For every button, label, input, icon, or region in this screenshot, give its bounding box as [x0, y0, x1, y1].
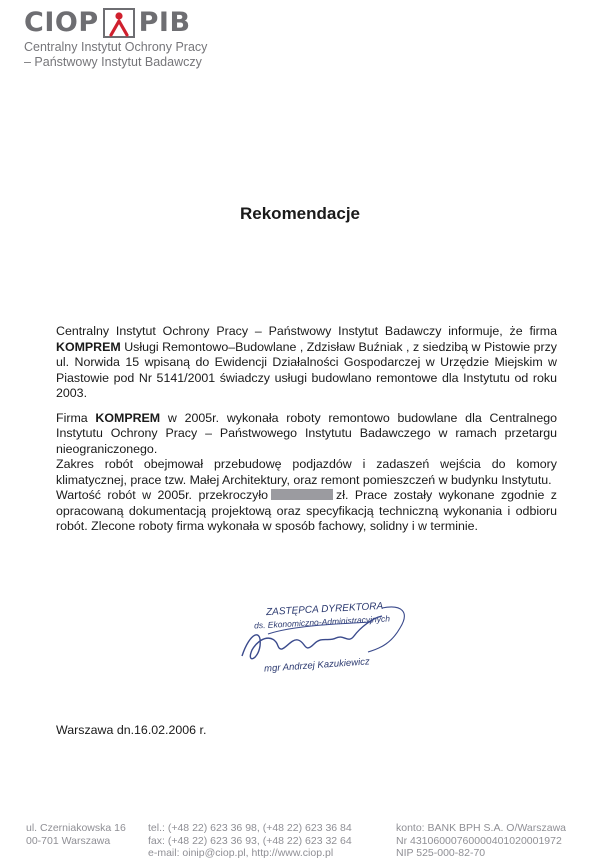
ciop-figure-logo-icon: [103, 8, 135, 38]
footer-address-line: ul. Czerniakowska 16: [26, 822, 126, 834]
paragraph-intro-text-b: Usługi Remontowo–Budowlane , Zdzisław Buźniak , z siedzibą w Pistowie przy ul. Norwida 15 wpisaną do Ewidencji Działalności Gospodarczej w Urzędzie Miejskim w Piastowie pod Nr 5141/2001 świadczy usługi budowlano remontowe dla Instytutu od roku 2003.: [56, 339, 557, 400]
redacted-amount: [271, 489, 333, 500]
ciop-pib-logo: [24, 8, 284, 78]
stamp-line-name: mgr Andrzej Kazukiewicz: [263, 656, 371, 675]
document-title: Rekomendacje: [240, 204, 360, 223]
firm-name: KOMPREM: [56, 339, 121, 354]
paragraph-scope: Zakres robót obejmował przebudowę podjazdów i zadaszeń wejścia do komory klimatycznej, prace tzw. Małej Architektury, oraz remont pomieszczeń w budynku Instytutu.: [56, 457, 557, 487]
paragraph-value: [56, 488, 557, 535]
logo-subtitle-1: Centralny Instytut Ochrony Pracy: [24, 40, 208, 54]
paragraph-value-text-a: Wartość robót w 2005r. przekroczyło: [56, 488, 268, 502]
logo-word-ciop: CIOP: [24, 7, 99, 38]
footer-nip-line: NIP 525-000-82-70: [396, 847, 486, 859]
logo-subtitle-2: – Państwowy Instytut Badawczy: [24, 55, 202, 69]
footer-email-line: e-mail: oinip@ciop.pl, http://www.ciop.pl: [148, 847, 334, 859]
stamp-line-department: ds. Ekonomiczno-Administracyjnych: [253, 613, 391, 631]
stamp-line-title: ZASTĘPCA DYREKTORA: [265, 600, 384, 619]
footer-fax-line: fax: (+48 22) 623 36 93, (+48 22) 623 32 64: [148, 834, 352, 847]
signature-stamp: [232, 598, 422, 680]
footer-phone-line: tel.: (+48 22) 623 36 98, (+48 22) 623 36 84: [148, 822, 352, 834]
footer-account-line: Nr 43106000760000401020001972: [396, 834, 562, 847]
paragraph-intro-text-a: Centralny Instytut Ochrony Pracy – Państwowy Instytut Badawczy informuje, że firma: [56, 324, 557, 338]
paragraph-works: [56, 411, 557, 458]
logo-wordmark: [24, 8, 284, 38]
paragraph-intro: [56, 324, 557, 402]
footer-bank: [396, 822, 566, 860]
footer-address: [26, 822, 126, 847]
firm-name: KOMPREM: [95, 410, 161, 425]
paragraph-value-text-b: zł. Prace zostały wykonane zgodnie z opracowaną dokumentacją projektową oraz specyfikacją techniczną wykonania i odbioru robót. Zlecone roboty firma wykonała w sposób fachowy, solidny i w terminie.: [56, 488, 557, 533]
letter-date: Warszawa dn.16.02.2006 r.: [56, 723, 207, 737]
paragraph-works-text-a: Firma: [56, 410, 96, 425]
footer-address-line: 00-701 Warszawa: [26, 834, 111, 847]
footer-bank-line: konto: BANK BPH S.A. O/Warszawa: [396, 822, 566, 834]
paragraph-works-text-b: w 2005r. wykonała roboty remontowo budowlane dla Centralnego Instytutu Ochrony Pracy – Państwowego Instytutu Badawczego w ramach przetargu nieograniczonego.: [56, 410, 557, 456]
letter-body: [56, 324, 557, 535]
footer-contact: [148, 822, 352, 860]
logo-word-pib: PIB: [138, 7, 191, 38]
